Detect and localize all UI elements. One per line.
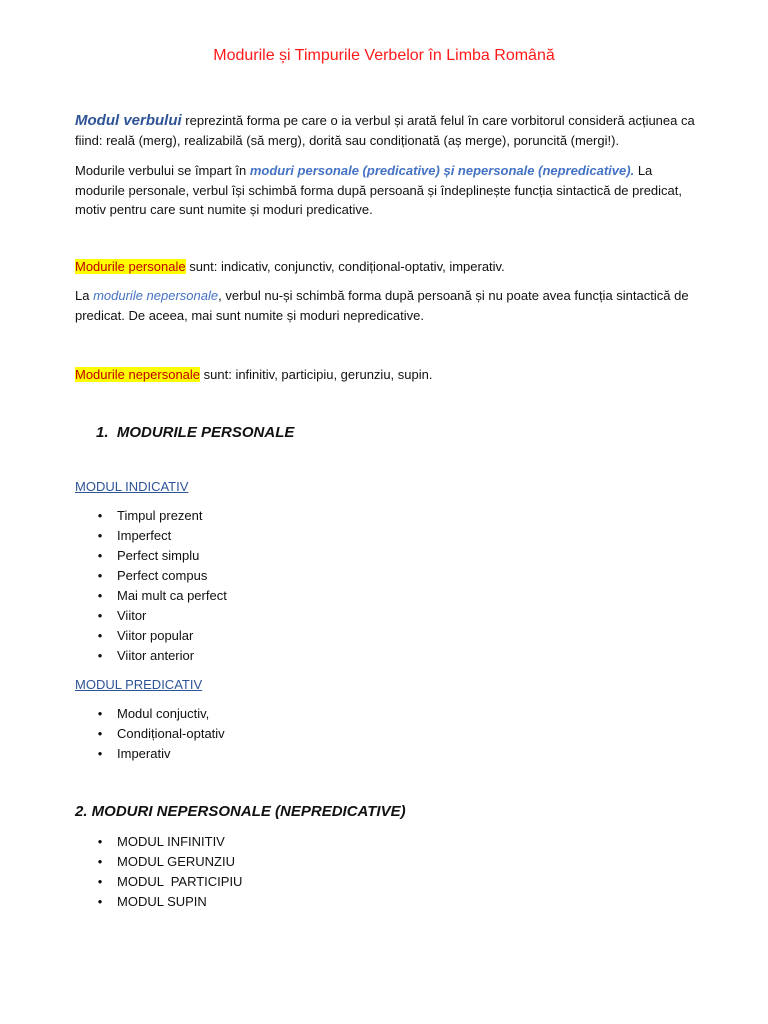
impersonal-moods-marked: Modurile nepersonale — [75, 367, 201, 382]
bullet-icon: • — [97, 648, 103, 663]
bullet-icon: • — [97, 834, 103, 849]
list-item: • MODUL GERUNZIU — [75, 852, 242, 872]
indicativ-heading: MODUL INDICATIV — [75, 479, 189, 494]
list-item: • Modul conjuctiv, — [75, 704, 225, 724]
page-title: Modurile și Timpurile Verbelor în Limba Română — [213, 47, 555, 64]
intro-lead: Modul verbului — [75, 112, 182, 129]
impersonal-explain-after: , verbul nu-și schimbă forma după persoană și nu poate avea funcția sintactică de predicat. De aceea, mai sunt numite și moduri nepredicative. — [75, 288, 689, 323]
personal-moods-paragraph — [75, 257, 700, 277]
predicativ-heading: MODUL PREDICATIV — [75, 677, 203, 692]
bullet-icon: • — [97, 568, 103, 583]
list-item: • Viitor anterior — [75, 646, 227, 666]
nonpersonal-list — [75, 832, 242, 912]
bullet-icon: • — [97, 588, 103, 603]
list-item: • MODUL PARTICIPIU — [75, 872, 242, 892]
bullet-icon: • — [97, 726, 103, 741]
section1-heading — [96, 422, 294, 444]
list-item: • Timpul prezent — [75, 506, 227, 526]
classification-paragraph — [75, 161, 700, 220]
classification-highlight: moduri personale (predicative) și nepersonale (nepredicative). — [249, 163, 635, 178]
impersonal-explain-before: La — [75, 288, 94, 303]
impersonal-explain-paragraph — [75, 286, 700, 325]
predicativ-list — [75, 704, 225, 764]
impersonal-moods-paragraph — [75, 365, 700, 385]
indicativ-list — [75, 506, 227, 666]
list-item: • Mai mult ca perfect — [75, 586, 227, 606]
list-item: • Perfect compus — [75, 566, 227, 586]
bullet-icon: • — [97, 854, 103, 869]
list-item: • Imperativ — [75, 744, 225, 764]
intro-paragraph — [75, 111, 700, 150]
list-item: • Imperfect — [75, 526, 227, 546]
section1-number: 1. — [96, 424, 109, 441]
classification-text-before: Modurile verbului se împart în — [75, 163, 250, 178]
bullet-icon: • — [97, 628, 103, 643]
bullet-icon: • — [97, 874, 103, 889]
personal-moods-marked: Modurile personale — [75, 259, 186, 274]
bullet-icon: • — [97, 528, 103, 543]
bullet-icon: • — [97, 508, 103, 523]
list-item: • Viitor — [75, 606, 227, 626]
bullet-icon: • — [97, 746, 103, 761]
bullet-icon: • — [97, 548, 103, 563]
section1-title: MODURILE PERSONALE — [116, 424, 295, 441]
bullet-icon: • — [97, 706, 103, 721]
list-item: • Viitor popular — [75, 626, 227, 646]
bullet-icon: • — [97, 894, 103, 909]
intro-text: reprezintă forma pe care o ia verbul și arată felul în care vorbitorul consideră acțiunea ca fiind: reală (merg), realizabilă (să merg), dorită sau condiționată (aș merge), poruncită (mergi!). — [75, 113, 695, 148]
list-item: • MODUL INFINITIV — [75, 832, 242, 852]
personal-moods-text: sunt: indicativ, conjunctiv, condițional-optativ, imperativ. — [185, 259, 505, 274]
impersonal-moods-text: sunt: infinitiv, participiu, gerunziu, supin. — [200, 367, 433, 382]
list-item: • Condițional-optativ — [75, 724, 225, 744]
bullet-icon: • — [97, 608, 103, 623]
classification-text-after: La modurile personale, verbul își schimbă forma după persoană și îndeplinește funcția sintactică de predicat, motiv pentru care sunt numite și moduri predicative. — [75, 163, 683, 217]
section2-heading: 2. MODURI NEPERSONALE (NEPREDICATIVE) — [75, 803, 406, 820]
impersonal-explain-highlight: modurile nepersonale — [93, 288, 219, 303]
list-item: • MODUL SUPIN — [75, 892, 242, 912]
list-item: • Perfect simplu — [75, 546, 227, 566]
